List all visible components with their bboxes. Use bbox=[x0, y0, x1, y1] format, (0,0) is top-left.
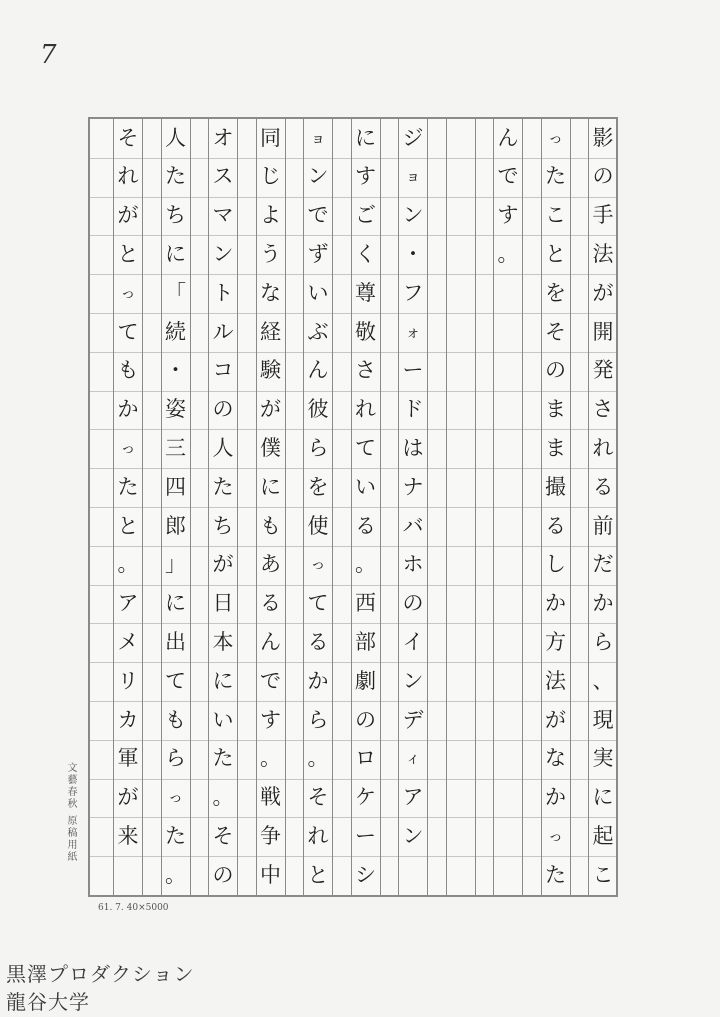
manuscript-char: 争 bbox=[260, 823, 281, 848]
manuscript-char: た bbox=[165, 823, 186, 848]
manuscript-char: 尊 bbox=[355, 280, 376, 305]
manuscript-char: す bbox=[497, 203, 519, 228]
manuscript-char: ア bbox=[402, 785, 424, 810]
manuscript-char: を bbox=[307, 474, 329, 499]
manuscript-char: っ bbox=[310, 555, 326, 574]
manuscript-char: ら bbox=[592, 629, 614, 654]
manuscript-char: っ bbox=[167, 788, 183, 807]
manuscript-char: 。 bbox=[355, 552, 376, 577]
manuscript-char: も bbox=[260, 513, 281, 538]
manuscript-char: 三 bbox=[165, 435, 186, 460]
manuscript-char: ロ bbox=[355, 746, 376, 771]
manuscript-char: 法 bbox=[545, 668, 566, 693]
manuscript-char: た bbox=[212, 474, 234, 499]
manuscript-char: と bbox=[307, 862, 329, 887]
manuscript-char: 西 bbox=[355, 591, 376, 616]
manuscript-char: ら bbox=[307, 435, 329, 460]
manuscript-char: こ bbox=[545, 203, 566, 228]
manuscript-column bbox=[113, 119, 143, 895]
manuscript-column bbox=[303, 119, 333, 895]
manuscript-char: 本 bbox=[212, 629, 234, 654]
manuscript-char: ・ bbox=[165, 358, 186, 383]
manuscript-char: て bbox=[355, 435, 376, 460]
manuscript-char: さ bbox=[355, 358, 376, 383]
manuscript-char: だ bbox=[592, 552, 614, 577]
manuscript-char: ご bbox=[355, 203, 376, 228]
manuscript-char: ら bbox=[165, 746, 186, 771]
manuscript-char: 同 bbox=[260, 125, 281, 150]
manuscript-char: っ bbox=[120, 283, 136, 302]
manuscript-char: を bbox=[545, 280, 566, 305]
manuscript-char: ナ bbox=[402, 474, 424, 499]
manuscript-char: ぶ bbox=[307, 319, 329, 344]
manuscript-char: の bbox=[545, 358, 566, 383]
manuscript-char: ア bbox=[117, 591, 139, 616]
manuscript-char: ケ bbox=[355, 785, 376, 810]
manuscript-char: ス bbox=[212, 164, 234, 189]
manuscript-column bbox=[351, 119, 381, 895]
manuscript-char: す bbox=[260, 707, 281, 732]
manuscript-char: た bbox=[545, 164, 566, 189]
manuscript-char: か bbox=[545, 785, 566, 810]
manuscript-char: ジ bbox=[402, 125, 424, 150]
manuscript-char: の bbox=[212, 397, 234, 422]
manuscript-char: 、 bbox=[592, 668, 614, 693]
manuscript-char: が bbox=[117, 785, 139, 810]
manuscript-column bbox=[208, 119, 238, 895]
manuscript-column bbox=[493, 119, 523, 895]
manuscript-char: 撮 bbox=[545, 474, 566, 499]
manuscript-char: ー bbox=[355, 823, 376, 848]
manuscript-char: な bbox=[545, 746, 566, 771]
manuscript-char: カ bbox=[117, 707, 139, 732]
manuscript-char: 験 bbox=[260, 358, 281, 383]
manuscript-char: コ bbox=[212, 358, 234, 383]
manuscript-char: が bbox=[545, 707, 566, 732]
manuscript-char: ン bbox=[307, 164, 329, 189]
manuscript-column bbox=[161, 119, 191, 895]
manuscript-char: て bbox=[117, 319, 139, 344]
manuscript-char: れ bbox=[117, 164, 139, 189]
manuscript-char: で bbox=[260, 668, 281, 693]
manuscript-char: 人 bbox=[165, 125, 186, 150]
manuscript-char: 部 bbox=[355, 629, 376, 654]
manuscript-char: 。 bbox=[497, 241, 519, 266]
manuscript-char: る bbox=[545, 513, 566, 538]
manuscript-char: っ bbox=[547, 128, 563, 147]
manuscript-char: る bbox=[355, 513, 376, 538]
manuscript-char: す bbox=[355, 164, 376, 189]
manuscript-char: 郎 bbox=[165, 513, 186, 538]
manuscript-char: ん bbox=[260, 629, 281, 654]
manuscript-char: ん bbox=[497, 125, 519, 150]
manuscript-char: ド bbox=[402, 397, 424, 422]
manuscript-char: ョ bbox=[310, 128, 326, 147]
manuscript-char: 発 bbox=[592, 358, 614, 383]
manuscript-char: ン bbox=[402, 668, 424, 693]
manuscript-char: よ bbox=[260, 203, 281, 228]
manuscript-char: て bbox=[307, 591, 329, 616]
manuscript-char: ォ bbox=[405, 322, 421, 341]
page-number: 7 bbox=[40, 40, 57, 70]
manuscript-char: ち bbox=[165, 203, 186, 228]
manuscript-char: 開 bbox=[592, 319, 614, 344]
manuscript-char: 中 bbox=[260, 862, 281, 887]
manuscript-char: 劇 bbox=[355, 668, 376, 693]
manuscript-char: な bbox=[260, 280, 281, 305]
manuscript-char: た bbox=[117, 474, 139, 499]
manuscript-char: ホ bbox=[402, 552, 424, 577]
manuscript-char: 手 bbox=[592, 203, 614, 228]
manuscript-column bbox=[398, 119, 428, 895]
manuscript-char: ま bbox=[545, 435, 566, 460]
manuscript-char: 。 bbox=[260, 746, 281, 771]
manuscript-char: の bbox=[402, 591, 424, 616]
manuscript-char: 出 bbox=[165, 629, 186, 654]
manuscript-char: オ bbox=[212, 125, 234, 150]
manuscript-char: れ bbox=[355, 397, 376, 422]
manuscript-char: 現 bbox=[592, 707, 614, 732]
manuscript-char: 「 bbox=[165, 280, 186, 305]
manuscript-char: か bbox=[307, 668, 329, 693]
manuscript-char: 姿 bbox=[165, 397, 186, 422]
manuscript-char: バ bbox=[402, 513, 424, 538]
manuscript-char: が bbox=[592, 280, 614, 305]
manuscript-char: た bbox=[545, 862, 566, 887]
manuscript-char: 実 bbox=[592, 746, 614, 771]
manuscript-char: 。 bbox=[117, 552, 139, 577]
manuscript-char: 彼 bbox=[307, 397, 329, 422]
manuscript-char: 四 bbox=[165, 474, 186, 499]
manuscript-char: 経 bbox=[260, 319, 281, 344]
manuscript-char: ン bbox=[402, 823, 424, 848]
manuscript-column bbox=[446, 119, 476, 895]
manuscript-char: 影 bbox=[592, 125, 614, 150]
manuscript-char: ル bbox=[212, 319, 234, 344]
manuscript-char: シ bbox=[355, 862, 376, 887]
manuscript-char: く bbox=[355, 241, 376, 266]
manuscript-char: 使 bbox=[307, 513, 329, 538]
manuscript-char: い bbox=[355, 474, 376, 499]
manuscript-char: と bbox=[545, 241, 566, 266]
manuscript-char: か bbox=[592, 591, 614, 616]
margin-label: 文藝春秋 原稿用紙 bbox=[65, 762, 76, 864]
manuscript-char: ら bbox=[307, 707, 329, 732]
manuscript-char: ー bbox=[402, 358, 424, 383]
manuscript-char: あ bbox=[260, 552, 281, 577]
manuscript-char: ず bbox=[307, 241, 329, 266]
manuscript-char: さ bbox=[592, 397, 614, 422]
manuscript-char: ト bbox=[212, 280, 234, 305]
manuscript-char: た bbox=[165, 164, 186, 189]
manuscript-char: が bbox=[212, 552, 234, 577]
footer-code: 61. 7. 40×5000 bbox=[98, 903, 169, 913]
manuscript-column bbox=[256, 119, 286, 895]
manuscript-char: イ bbox=[402, 629, 424, 654]
manuscript-char: ・ bbox=[402, 241, 424, 266]
manuscript-char: ち bbox=[212, 513, 234, 538]
manuscript-char: 軍 bbox=[117, 746, 139, 771]
manuscript-char: 日 bbox=[212, 591, 234, 616]
manuscript-char: か bbox=[117, 397, 139, 422]
manuscript-column bbox=[541, 119, 571, 895]
manuscript-char: に bbox=[355, 125, 376, 150]
manuscript-char: が bbox=[117, 203, 139, 228]
manuscript-char: い bbox=[212, 707, 234, 732]
manuscript-char: 敬 bbox=[355, 319, 376, 344]
manuscript-char: と bbox=[117, 513, 139, 538]
manuscript-char: そ bbox=[117, 125, 139, 150]
manuscript-char: で bbox=[497, 164, 519, 189]
manuscript-char: リ bbox=[117, 668, 139, 693]
manuscript-char: 前 bbox=[592, 513, 614, 538]
manuscript-char: じ bbox=[260, 164, 281, 189]
manuscript-char: フ bbox=[402, 280, 424, 305]
manuscript-char: 方 bbox=[545, 629, 566, 654]
manuscript-char: マ bbox=[212, 203, 234, 228]
manuscript-char: も bbox=[165, 707, 186, 732]
manuscript-char: 起 bbox=[592, 823, 614, 848]
manuscript-char: る bbox=[307, 629, 329, 654]
manuscript-char: 戦 bbox=[260, 785, 281, 810]
manuscript-char: は bbox=[402, 435, 424, 460]
manuscript-char: て bbox=[165, 668, 186, 693]
manuscript-char: に bbox=[165, 591, 186, 616]
manuscript-char: か bbox=[545, 591, 566, 616]
manuscript-char: う bbox=[260, 241, 281, 266]
manuscript-char: そ bbox=[545, 319, 566, 344]
manuscript-char: に bbox=[212, 668, 234, 693]
manuscript-char: も bbox=[117, 358, 139, 383]
watermark-line: 黒澤プロダクション bbox=[6, 962, 195, 986]
manuscript-char: に bbox=[260, 474, 281, 499]
manuscript-char: と bbox=[117, 241, 139, 266]
manuscript-char: 続 bbox=[165, 319, 186, 344]
manuscript-char: 」 bbox=[165, 552, 186, 577]
manuscript-char: こ bbox=[592, 862, 614, 887]
manuscript-char: そ bbox=[212, 823, 234, 848]
manuscript-column bbox=[588, 119, 618, 895]
manuscript-char: が bbox=[260, 397, 281, 422]
manuscript-char: ん bbox=[307, 358, 329, 383]
manuscript-char: デ bbox=[402, 707, 424, 732]
manuscript-char: そ bbox=[307, 785, 329, 810]
manuscript-char: る bbox=[260, 591, 281, 616]
manuscript-char: 法 bbox=[592, 241, 614, 266]
manuscript-char: メ bbox=[117, 629, 139, 654]
watermark-line: 龍谷大学 bbox=[6, 990, 90, 1014]
manuscript-char: に bbox=[165, 241, 186, 266]
manuscript-char: 。 bbox=[212, 785, 234, 810]
manuscript-char: れ bbox=[307, 823, 329, 848]
manuscript-char: い bbox=[307, 280, 329, 305]
manuscript-char: の bbox=[212, 862, 234, 887]
manuscript-char: た bbox=[212, 746, 234, 771]
manuscript-char: 僕 bbox=[260, 435, 281, 460]
manuscript-char: ン bbox=[212, 241, 234, 266]
manuscript-char: し bbox=[545, 552, 566, 577]
manuscript-char: 。 bbox=[307, 746, 329, 771]
manuscript-char: ン bbox=[402, 203, 424, 228]
manuscript-char: の bbox=[355, 707, 376, 732]
manuscript-char: 人 bbox=[212, 435, 234, 460]
manuscript-char: っ bbox=[547, 826, 563, 845]
manuscript-char: ョ bbox=[405, 167, 421, 186]
manuscript-char: ま bbox=[545, 397, 566, 422]
manuscript-grid bbox=[88, 117, 618, 897]
manuscript-char: れ bbox=[592, 435, 614, 460]
manuscript-char: っ bbox=[120, 438, 136, 457]
manuscript-char: で bbox=[307, 203, 329, 228]
manuscript-char: に bbox=[592, 785, 614, 810]
manuscript-char: 来 bbox=[117, 823, 139, 848]
manuscript-char: ィ bbox=[405, 749, 421, 768]
manuscript-char: 。 bbox=[165, 862, 186, 887]
manuscript-char: る bbox=[592, 474, 614, 499]
manuscript-char: の bbox=[592, 164, 614, 189]
